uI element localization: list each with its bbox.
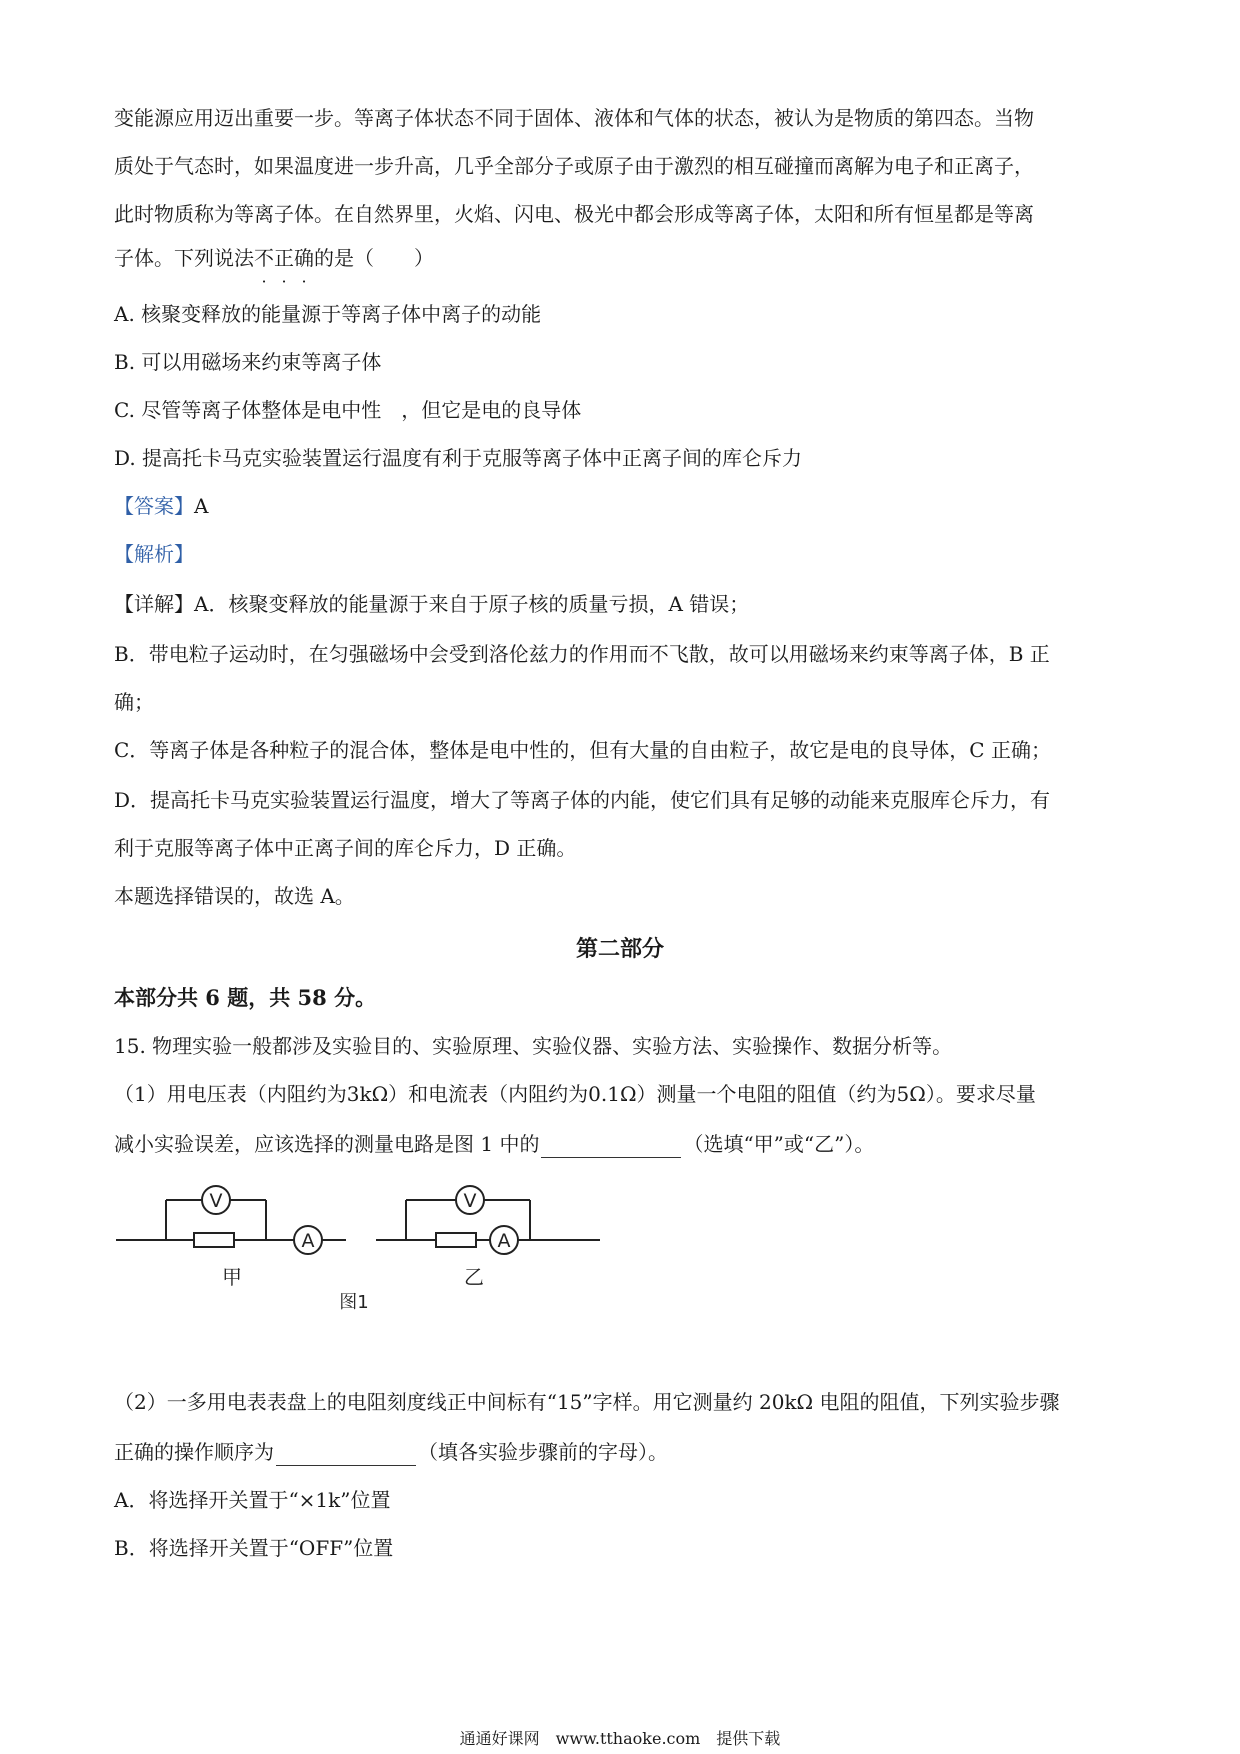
- detail-line-5: D．提高托卡马克实验装置运行温度，增大了等离子体的内能，使它们具有足够的动能来克服库仑斥力，有: [114, 788, 1051, 812]
- detail-line-7: 本题选择错误的，故选 A。: [114, 884, 355, 908]
- q15-sub2-line1: （2）一多用电表表盘上的电阻刻度线正中间标有“15”字样。用它测量约 20kΩ 电阻的阻值，下列实验步骤: [114, 1390, 1060, 1414]
- q15-step-b: B．将选择开关置于“OFF”位置: [114, 1536, 394, 1560]
- resistor-yi: [436, 1233, 476, 1247]
- q14-answer: [114, 492, 1134, 520]
- part2-title: 第二部分: [575, 936, 664, 962]
- answer-blank-1[interactable]: [541, 1135, 681, 1158]
- q15-sub2-suffix: （填各实验步骤前的字母）。: [418, 1440, 668, 1464]
- ammeter-yi-label: A: [497, 1230, 511, 1252]
- q14-option-c: C. 尽管等离子体整体是电中性 ，但它是电的良导体: [114, 398, 582, 422]
- detail-line-1: 【详解】A．核聚变释放的能量源于来自于原子核的质量亏损，A 错误；: [114, 592, 750, 616]
- analysis-tag: 【解析】: [114, 542, 194, 566]
- detail-line-3: 确；: [114, 690, 154, 714]
- q14-stem-line-4: [114, 244, 1134, 272]
- q15-sub1-line1: （1）用电压表（内阻约为3kΩ）和电流表（内阻约为0.1Ω）测量一个电阻的阻值（约为5Ω）。要求尽量: [114, 1082, 1036, 1106]
- detail-line-2: B．带电粒子运动时，在匀强磁场中会受到洛伦兹力的作用而不飞散，故可以用磁场来约束等离子体，B 正: [114, 642, 1050, 666]
- figure-1-caption: 图1: [339, 1292, 369, 1310]
- q15-sub1-prefix: 减小实验误差，应该选择的测量电路是图 1 中的: [114, 1132, 540, 1156]
- label-yi: 乙: [464, 1265, 484, 1289]
- q15-step-a: A．将选择开关置于“×1k”位置: [114, 1488, 391, 1512]
- q14-option-b: B. 可以用磁场来约束等离子体: [114, 350, 382, 374]
- voltmeter-yi: [456, 1186, 484, 1214]
- emphasis-char: 确: [294, 246, 314, 270]
- q15-sub2-line2: [114, 1438, 1134, 1466]
- q15-sub1-suffix: （选填“甲”或“乙”）。: [683, 1132, 875, 1156]
- resistor-jia: [194, 1233, 234, 1247]
- voltmeter-jia-label: V: [209, 1190, 223, 1212]
- figure-1-circuits: [110, 1180, 630, 1310]
- answer-value: A: [194, 494, 209, 518]
- q14-stem-emphasis: [254, 246, 314, 270]
- answer-tag: 【答案】: [114, 494, 194, 518]
- q14-stem-prefix: 子体。下列说法: [114, 246, 254, 270]
- ammeter-jia: [294, 1226, 322, 1254]
- circuit-yi: [376, 1200, 600, 1247]
- part2-summary: 本部分共 6 题，共 58 分。: [114, 985, 377, 1010]
- q15-sub2-prefix: 正确的操作顺序为: [114, 1440, 274, 1464]
- detail-line-4: C．等离子体是各种粒子的混合体，整体是电中性的，但有大量的自由粒子，故它是电的良导体，C 正确；: [114, 738, 1051, 762]
- q14-option-d: D. 提高托卡马克实验装置运行温度有利于克服等离子体中正离子间的库仑斥力: [114, 446, 803, 470]
- ammeter-jia-label: A: [301, 1230, 315, 1252]
- detail-line-6: 利于克服等离子体中正离子间的库仑斥力，D 正确。: [114, 836, 577, 860]
- label-jia: 甲: [222, 1265, 242, 1289]
- q14-stem-line-3: 此时物质称为等离子体。在自然界里，火焰、闪电、极光中都会形成等离子体，太阳和所有恒星都是等离: [114, 202, 1034, 226]
- footer-watermark: 通通好课网 www.tthaoke.com 提供下载: [459, 1729, 781, 1748]
- q15-sub1-line2: [114, 1130, 1134, 1158]
- answer-blank-2[interactable]: [276, 1443, 416, 1466]
- emphasis-char: 不: [254, 246, 274, 270]
- voltmeter-jia: [202, 1186, 230, 1214]
- q14-stem-line-1: 变能源应用迈出重要一步。等离子体状态不同于固体、液体和气体的状态，被认为是物质的第四态。当物: [114, 106, 1034, 130]
- q14-stem-suffix: 的是（ ）: [314, 246, 434, 270]
- q15-intro: 15. 物理实验一般都涉及实验目的、实验原理、实验仪器、实验方法、实验操作、数据分析等。: [114, 1034, 953, 1058]
- q14-option-a: A. 核聚变释放的能量源于等离子体中离子的动能: [114, 302, 542, 326]
- emphasis-char: 正: [274, 246, 294, 270]
- ammeter-yi: [490, 1226, 518, 1254]
- q14-stem-line-2: 质处于气态时，如果温度进一步升高，几乎全部分子或原子由于激烈的相互碰撞而离解为电子和正离子，: [114, 154, 1034, 178]
- voltmeter-yi-label: V: [463, 1190, 477, 1212]
